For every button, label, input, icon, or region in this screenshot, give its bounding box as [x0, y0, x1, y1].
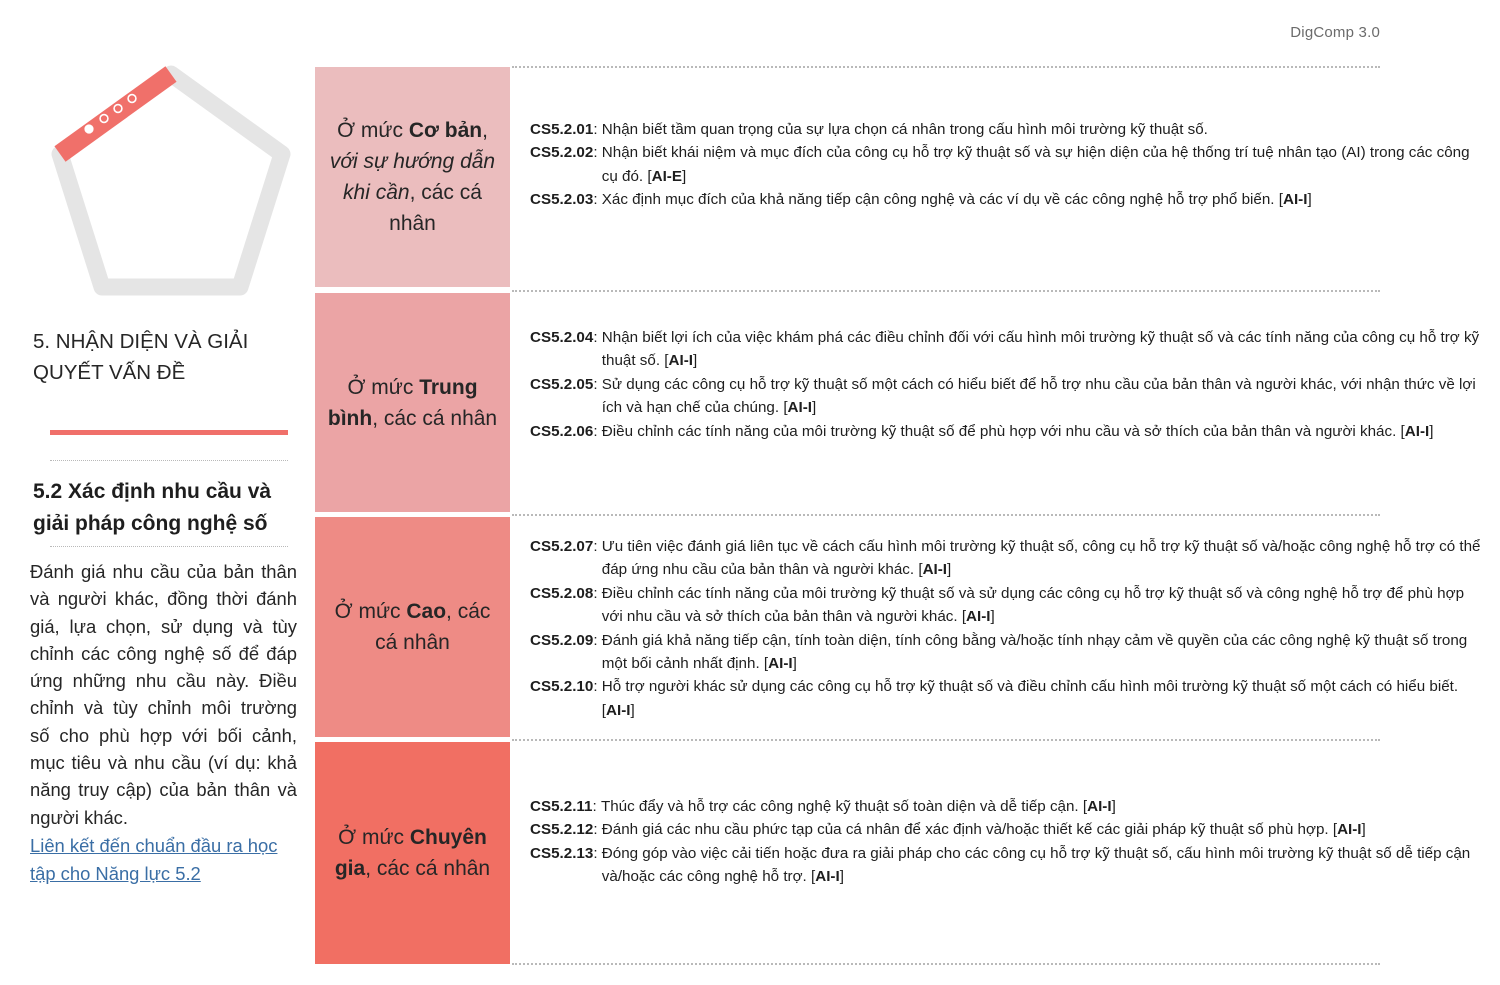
level-box-highly-advanced [315, 742, 510, 964]
learning-outcomes-link[interactable]: Liên kết đến chuẩn đầu ra học tập cho Năng lực 5.2 [30, 835, 278, 884]
outcome-list-advanced [530, 535, 1485, 722]
level-label: Ở mức Cao, các cá nhân [334, 600, 491, 654]
outcome-list-intermediate [530, 326, 1485, 443]
competence-title: 5.2 Xác định nhu cầu và giải pháp công nghệ số [33, 480, 272, 535]
dotted-divider-bottom [50, 546, 288, 547]
row-separator [512, 739, 1380, 741]
outcome-item: CS5.2.13 : Đóng góp vào việc cải tiến hoặc đưa ra giải pháp cho các công cụ hỗ trợ kỹ thuật số, cấu hình môi trường kỹ thuật số dễ tiếp cận và/hoặc các công nghệ hỗ trợ. [AI-I] [530, 844, 1471, 886]
outcome-item: CS5.2.07 : Ưu tiên việc đánh giá liên tục về cách cấu hình môi trường kỹ thuật số, công cụ hỗ trợ kỹ thuật số và/hoặc công nghệ hỗ trợ có thể đáp ứng nhu cầu của bản thân và người khác. [AI-I] [530, 538, 1481, 579]
outcome-item: CS5.2.08 : Điều chỉnh các tính năng của môi trường kỹ thuật số và sử dụng các công cụ hỗ trợ kỹ thuật số và công nghệ hỗ trợ để phù hợp với nhu cầu và sở thích của bản thân và người khác. [AI-I] [530, 584, 1465, 626]
progress-dot-filled [84, 124, 93, 133]
competence-description: Đánh giá nhu cầu của bản thân và người khác, đồng thời đánh giá, lựa chọn, sử dụng và tùy chỉnh các công nghệ số để đáp ứng những nhu cầu này. Điều chỉnh và tùy chỉnh môi trường số cho phù hợp với bối cảnh, mục tiêu và nhu cầu (ví dụ: khả năng truy cập) của bản thân và người khác. [30, 561, 297, 828]
outcome-item: CS5.2.02 : Nhận biết khái niệm và mục đích của công cụ hỗ trợ kỹ thuật số và sự hiện diện của hệ thống trí tuệ nhân tạo (AI) trong các công cụ đó. [AI-E] [530, 144, 1470, 185]
row-separator [512, 963, 1380, 965]
level-label: Ở mức Chuyên gia, các cá nhân [334, 826, 491, 880]
row-separator [512, 514, 1380, 516]
level-label: Ở mức Cơ bản, với sự hướng dẫn khi cần, các cá nhân [329, 119, 496, 235]
row-separator [512, 290, 1380, 292]
outcome-item: CS5.2.06 : Điều chỉnh các tính năng của môi trường kỹ thuật số để phù hợp với nhu cầu và sở thích của bản thân và người khác. [AI-I] [530, 422, 1434, 440]
level-box-foundation [315, 67, 510, 287]
outcome-item: CS5.2.01 : Nhận biết tầm quan trọng của sự lựa chọn cá nhân trong cấu hình môi trường kỹ thuật số. [530, 121, 1208, 138]
pentagon-icon [40, 52, 302, 312]
outcome-item: CS5.2.03 : Xác định mục đích của khả năng tiếp cận công nghệ và các ví dụ về các công nghệ hỗ trợ phổ biến. [AI-I] [530, 191, 1312, 209]
level-box-advanced [315, 517, 510, 737]
outcome-item: CS5.2.10 : Hỗ trợ người khác sử dụng các công cụ hỗ trợ kỹ thuật số và điều chỉnh cấu hình môi trường kỹ thuật số một cách có hiểu biết. [AI-I] [530, 678, 1459, 719]
dotted-divider-top [50, 460, 288, 461]
level-box-intermediate [315, 293, 510, 512]
area-title: 5. NHẬN DIỆN VÀ GIẢI QUYẾT VẤN ĐỀ [33, 330, 249, 384]
row-separator [512, 66, 1380, 68]
level-label: Ở mức Trung bình, các cá nhân [327, 375, 498, 430]
outcome-item: CS5.2.12 : Đánh giá các nhu cầu phức tạp của cá nhân để xác định và/hoặc thiết kế các giải pháp kỹ thuật số phù hợp. [AI-I] [530, 821, 1366, 839]
outcome-item: CS5.2.04 : Nhận biết lợi ích của việc khám phá các điều chỉnh đối với cấu hình môi trường kỹ thuật số và các tính năng của công cụ hỗ trợ kỹ thuật số. [AI-I] [530, 329, 1480, 370]
pentagon-highlight-segment [60, 74, 171, 154]
accent-divider [50, 430, 288, 435]
outcome-list-foundation [530, 118, 1485, 212]
outcome-item: CS5.2.11 : Thúc đẩy và hỗ trợ các công nghệ kỹ thuật số toàn diện và dễ tiếp cận. [AI-I] [530, 798, 1116, 815]
pentagon-outline [60, 74, 282, 287]
outcome-item: CS5.2.05 : Sử dụng các công cụ hỗ trợ kỹ thuật số một cách có hiểu biết để hỗ trợ nhu cầu của bản thân và người khác, với nhận thức về lợi ích và hạn chế của chúng. [AI-I] [530, 375, 1476, 417]
outcome-item: CS5.2.09 : Đánh giá khả năng tiếp cận, tính toàn diện, tính công bằng và/hoặc tính nhạy cảm về quyền của các công nghệ kỹ thuật số trong một bối cảnh nhất định. [AI-I] [530, 631, 1468, 673]
brand-label: DigComp 3.0 [1290, 24, 1380, 41]
outcome-list-highly-advanced [530, 795, 1485, 889]
